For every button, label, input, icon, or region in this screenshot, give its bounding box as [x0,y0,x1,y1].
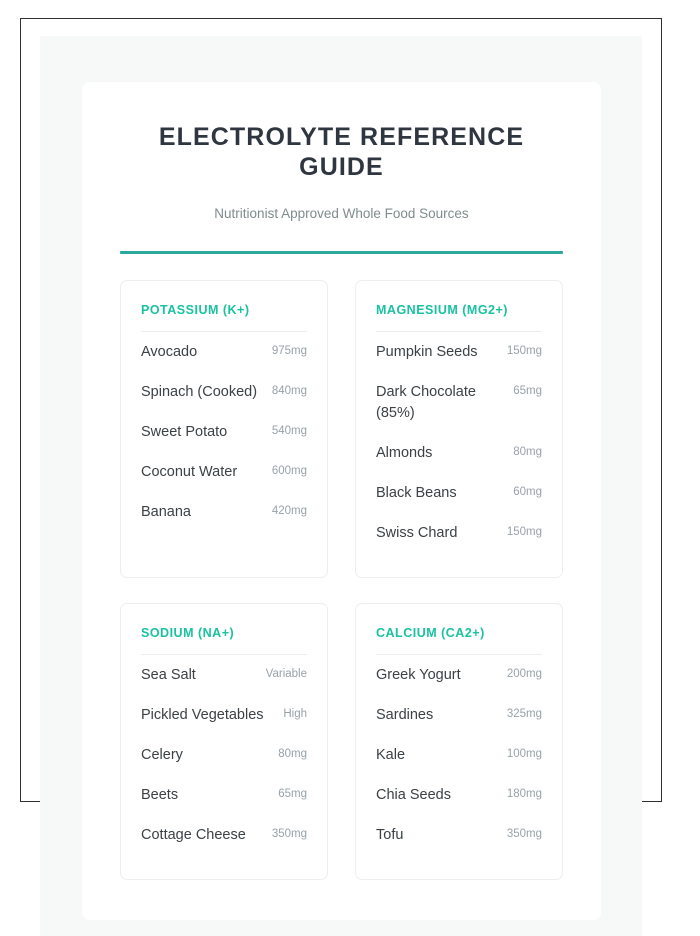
page-surface [40,36,642,936]
nutrient-card [355,603,563,880]
food-value: 420mg [271,505,307,518]
food-name: Chia Seeds [376,787,451,804]
food-name: Sweet Potato [141,424,228,441]
list-item [376,735,542,775]
food-value: 540mg [271,425,307,438]
food-source-list [141,332,307,532]
nutrient-card-grid [120,280,563,880]
food-value: 200mg [506,668,542,681]
list-item [376,433,542,473]
food-name: Spinach (Cooked) [141,384,258,401]
list-item [141,655,307,695]
food-value: 80mg [513,446,542,459]
food-source-list [376,332,542,553]
list-item [376,815,542,855]
nutrient-card [355,280,563,578]
food-value: 975mg [271,345,307,357]
list-item [376,332,542,372]
nutrient-card [120,280,328,578]
browser-viewport-frame [20,18,662,844]
food-name: Pumpkin Seeds [376,344,478,360]
food-source-list [141,655,307,855]
food-name: Banana [141,504,191,521]
food-name: Almonds [376,445,433,462]
list-item [376,775,542,815]
food-name: Sea Salt [141,667,196,684]
list-item [376,513,542,553]
list-item [376,372,542,433]
reference-guide-document [82,82,601,920]
nutrient-card-heading: SODIUM (NA+) [141,626,235,641]
nutrient-card-heading: POTASSIUM (K+) [141,303,250,317]
food-name: Kale [376,747,406,764]
nutrient-card-heading: CALCIUM (CA2+) [376,626,485,641]
list-item [376,473,542,513]
food-name: Avocado [141,344,198,360]
food-value: 80mg [278,748,307,761]
food-name: Cottage Cheese [141,827,246,844]
food-value: 350mg [506,828,542,841]
food-name: Beets [141,787,179,804]
list-item [141,815,307,855]
food-value: 600mg [271,465,307,478]
food-value: Variable [265,668,307,681]
list-item [141,412,307,452]
food-value: 180mg [506,788,542,801]
list-item [376,655,542,695]
food-name: Celery [141,747,183,764]
food-value: High [283,708,307,721]
food-name: Greek Yogurt [376,667,461,684]
food-value: 350mg [271,828,307,841]
food-name: Swiss Chard [376,525,458,542]
food-value: 150mg [506,526,542,539]
accent-divider [120,251,563,254]
food-value: 100mg [506,748,542,761]
food-value: 65mg [278,788,307,801]
food-name: Coconut Water [141,464,238,481]
list-item [376,695,542,735]
food-value: 150mg [506,345,542,357]
nutrient-card [120,603,328,880]
food-value: 325mg [506,708,542,721]
food-value: 60mg [513,486,542,499]
list-item [141,775,307,815]
list-item [141,492,307,532]
list-item [141,332,307,372]
food-name: Sardines [376,707,434,724]
food-value: 840mg [271,385,307,398]
food-value: 65mg [513,385,542,398]
page-subtitle: Nutritionist Approved Whole Food Sources [214,206,469,221]
food-name: Dark Chocolate (85%) [376,384,476,422]
list-item [141,452,307,492]
nutrient-card-heading: MAGNESIUM (MG2+) [376,303,508,317]
list-item [141,695,307,735]
page-title: ELECTROLYTE REFERENCE GUIDE [158,123,525,181]
food-source-list [376,655,542,855]
food-name: Black Beans [376,485,457,502]
food-name: Tofu [376,827,404,844]
food-name: Pickled Vegetables [141,707,264,724]
list-item [141,735,307,775]
list-item [141,372,307,412]
